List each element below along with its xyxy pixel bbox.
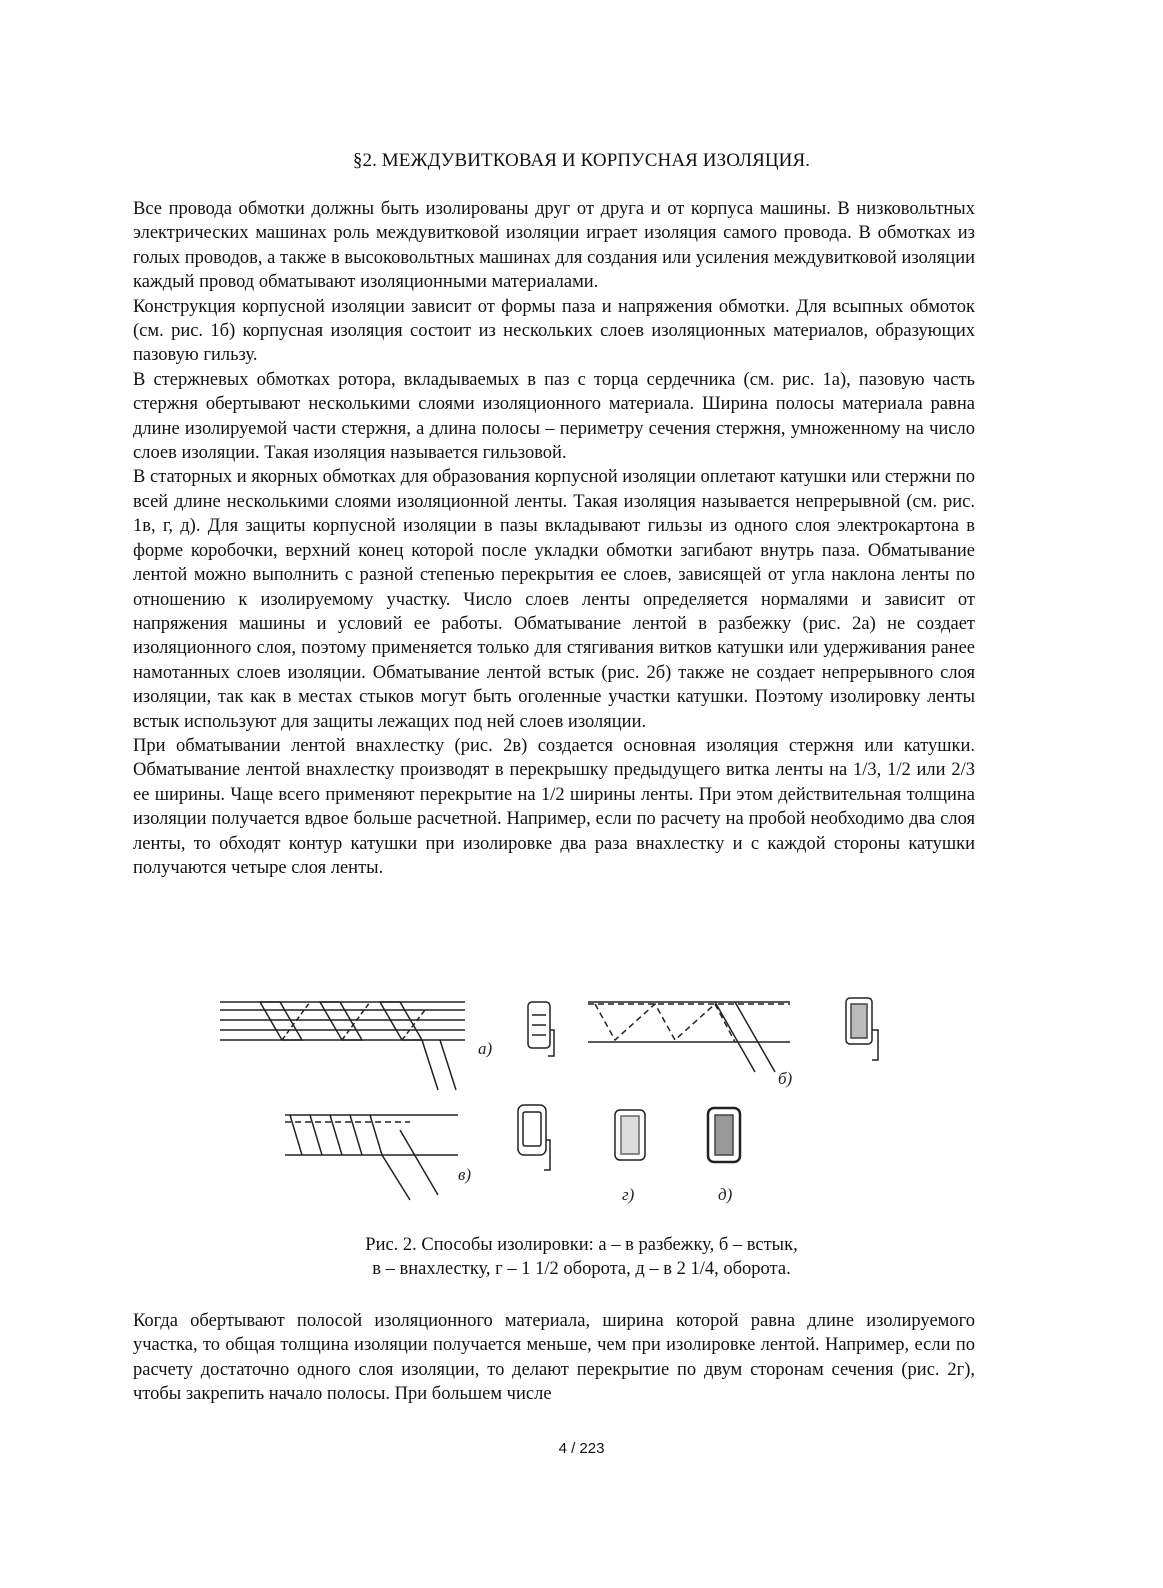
label-v: в) (458, 1165, 472, 1184)
caption-line-1: Рис. 2. Способы изолировки: а – в разбежку, б – встык, (365, 1235, 798, 1255)
body-text-bottom (133, 1309, 975, 1407)
paragraph-6: Когда обертывают полосой изоляционного материала, ширина которой равна длине изолируемого участка, то общая толщина изоляции получается меньше, чем при изолировке лентой. Например, если по расчету достаточно одного слоя изоляции, то делают перекрытие по двум сторонам сечения (рис. 2г), чтобы закрепить начало полосы. При большем числе (133, 1311, 975, 1405)
label-g: г) (622, 1185, 635, 1204)
paragraph-3: В стержневых обмотках ротора, вкладываемых в паз с торца сердечника (см. рис. 1а), пазовую часть стержня обертывают несколькими слоями изоляционного материала. Ширина полосы материала равна длине изолируемой части стержня, а длина полосы – периметру сечения стержня, умноженному на число слоев изоляции. Такая изоляция называется гильзовой. (133, 369, 975, 464)
section-heading: §2. МЕЖДУВИТКОВАЯ И КОРПУСНАЯ ИЗОЛЯЦИЯ. (352, 150, 811, 171)
paragraph-4: В статорных и якорных обмотках для образования корпусной изоляции оплетают катушки или стержни по всей длине несколькими слоями изоляционной ленты. Такая изоляция называется непрерывной (см. рис. 1в, г, д). Для защиты корпусной изоляции в пазы вкладывают гильзы из одного слоя электрокартона в форме коробочки, верхний конец которой после укладки обмотки загибают внутрь паза. Обматывание лентой можно выполнить с разной степенью перекрытия ее слоев, зависящей от угла наклона ленты по отношению к изолируемому участку. Число слоев ленты определяется нормалями и зависит от напряжения машины и условий ее работы. Обматывание лентой в разбежку (рис. 2а) не создает изоляционного слоя, поэтому применяется только для стягивания витков катушки или удерживания ранее намотанных слоев изоляции. Обматывание лентой встык (рис. 2б) также не создает непрерывного слоя изоляции, так как в местах стыков могут быть оголенные участки катушки. Поэтому изолировку ленты встык используют для защиты лежащих под ней слоев изоляции. (133, 467, 975, 732)
section-d-cross (708, 1108, 740, 1162)
caption-line-2: в – внахлестку, г – 1 1/2 оборота, д – в 2 1/4, оборота. (372, 1259, 791, 1279)
section-b-cross (846, 998, 878, 1060)
paragraph-5: При обматывании лентой внахлестку (рис. 2в) создается основная изоляция стержня или катушки. Обматывание лентой внахлестку производят в перекрышку предыдущего витка ленты на 1/3, 1/2 или 2/3 ее ширины. Чаще всего применяют перекрытие на 1/2 ширины ленты. При этом действительная толщина изоляции получается вдвое больше расчетной. Например, если по расчету на пробой необходимо два слоя ленты, то обходят контур катушки при изолировке два раза внахлестку и с каждой стороны катушки получаются четыре слоя ленты. (133, 735, 975, 878)
diagram-b-butt-wrap (588, 1002, 790, 1072)
diagram-a-spaced-wrap (220, 1002, 465, 1090)
body-text-top (133, 197, 975, 880)
label-b: б) (778, 1069, 793, 1088)
diagram-v-overlap-wrap (285, 1115, 458, 1200)
label-d: д) (718, 1185, 733, 1204)
paragraph-2: Конструкция корпусной изоляции зависит от формы паза и напряжения обмотки. Для всыпных обмоток (см. рис. 1б) корпусная изоляция состоит из нескольких слоев изоляционных материалов, образующих пазовую гильзу. (133, 296, 975, 366)
section-v-cross (518, 1105, 550, 1170)
section-g-cross (615, 1110, 645, 1160)
section-a-cross (528, 1002, 554, 1056)
page-number: 4 / 223 (558, 1440, 605, 1457)
figure-caption (0, 1233, 1163, 1281)
label-a: а) (478, 1039, 493, 1058)
figure-insulation-methods (210, 990, 930, 1220)
paragraph-1: Все провода обмотки должны быть изолированы друг от друга и от корпуса машины. В низковольтных электрических машинах роль междувитковой изоляции играет изоляция самого провода. В обмотках из голых проводов, а также в высоковольтных машинах для создания или усиления междувитковой изоляции каждый провод обматывают изоляционными материалами. (133, 199, 975, 293)
